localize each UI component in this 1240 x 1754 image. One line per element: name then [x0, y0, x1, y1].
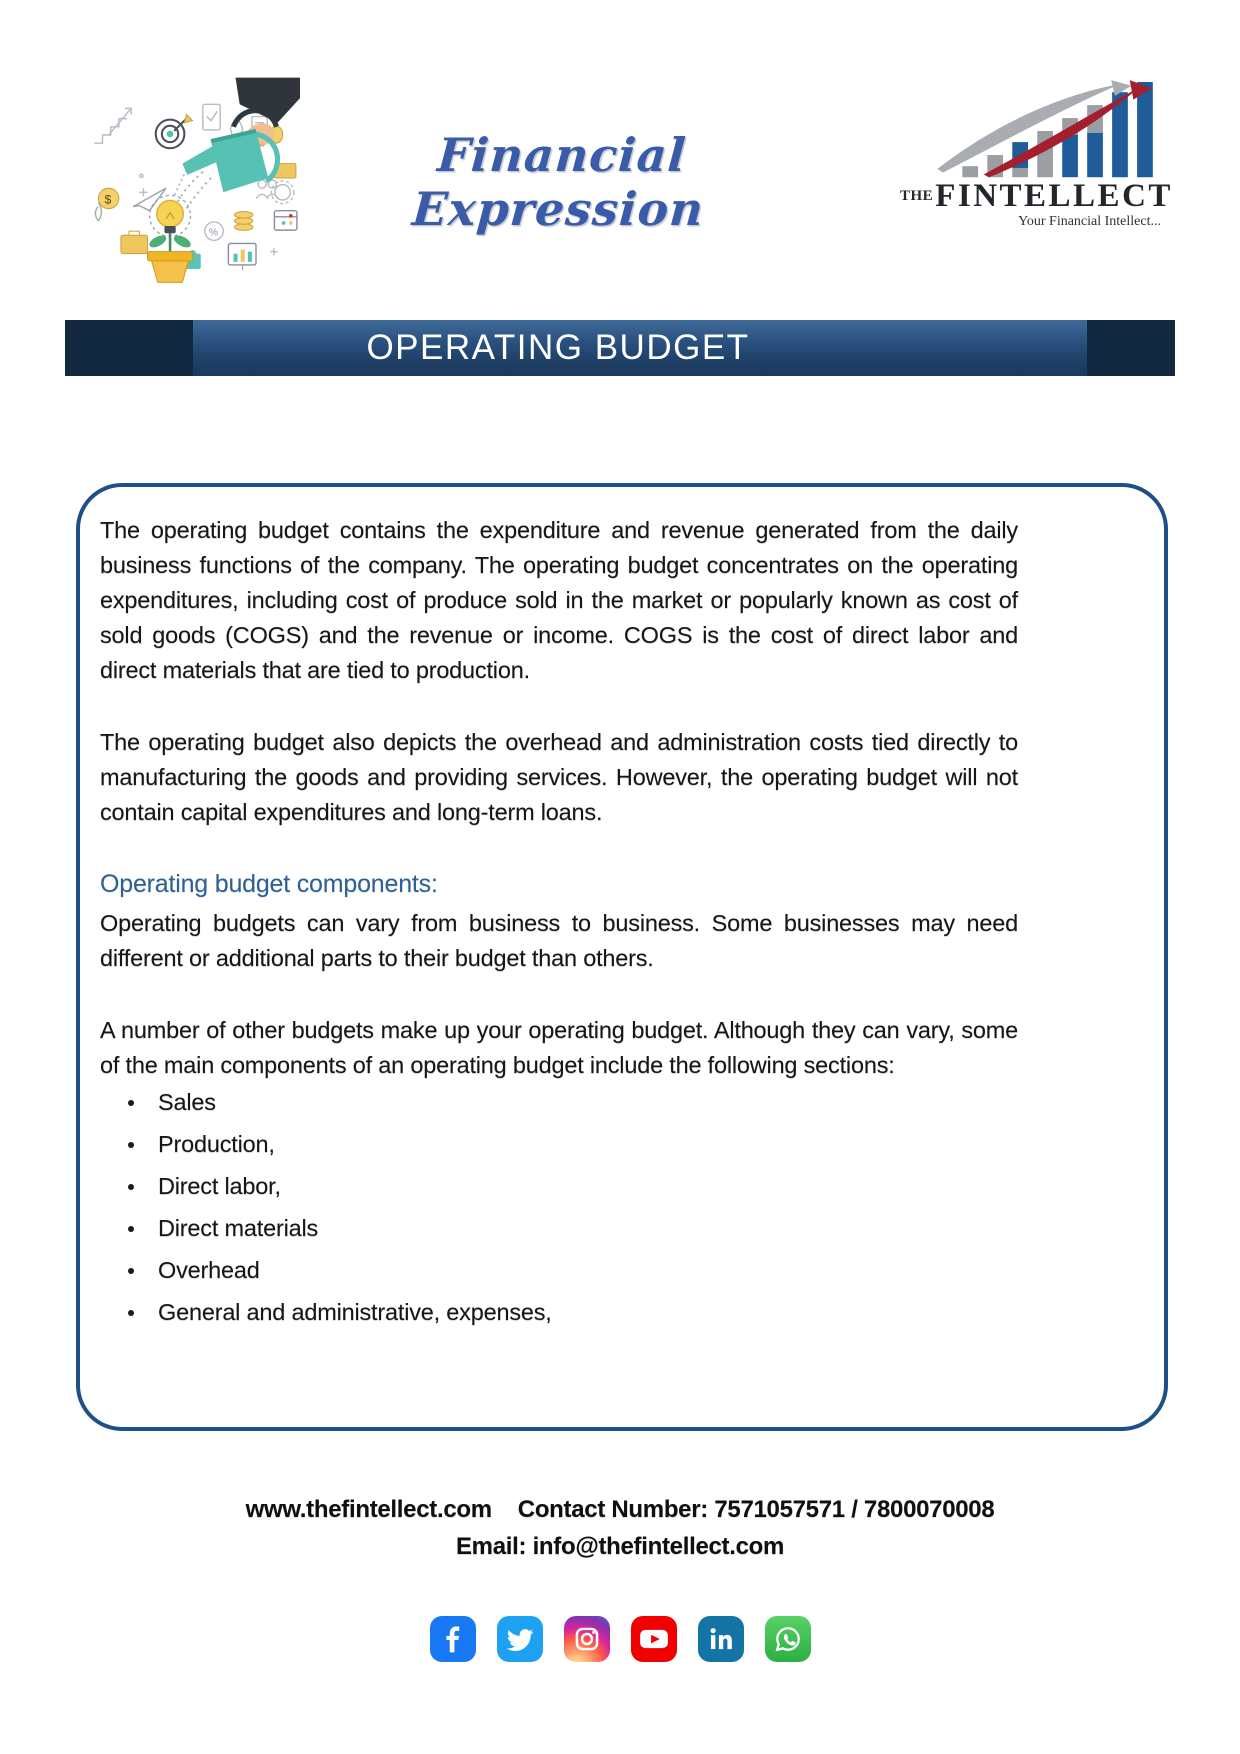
paragraph-intro: The operating budget contains the expenditure and revenue generated from the daily business functions of the company. The operating budget concentrates on the operating expenditures, including cost of produce sold in the market or popularly known as cost of sold goods (COGS) and the revenue or income. COGS is the cost of direct labor and direct materials that are tied to production.: [100, 517, 1018, 683]
facebook-icon[interactable]: [430, 1616, 476, 1662]
banner-title: OPERATING BUDGET: [366, 328, 750, 367]
fintellect-logo: [900, 80, 1175, 230]
contact-label: Contact Number:: [517, 1496, 708, 1523]
contact-line: [0, 1496, 1240, 1524]
brand-name: FINTELLECT: [935, 178, 1173, 214]
footer-contact: [0, 1496, 1240, 1561]
paragraph-sections: A number of other budgets make up your operating budget. Although they can vary, some of the main components of an operating budget include the following sections:: [100, 1017, 1018, 1078]
email-address: info@thefintellect.com: [532, 1533, 785, 1560]
list-item-label: General and administrative, expenses,: [158, 1299, 552, 1325]
linkedin-icon[interactable]: [698, 1616, 744, 1662]
instagram-icon[interactable]: [564, 1616, 610, 1662]
content-box: [76, 483, 1168, 1431]
social-icons-row: [0, 1616, 1240, 1662]
brand-tagline: Your Financial Intellect...: [1018, 214, 1161, 229]
doodle-logo: [80, 76, 300, 284]
list-item: [100, 1127, 1018, 1162]
fintellect-bar-chart-graphic: [930, 80, 1175, 182]
list-item: [100, 1169, 1018, 1204]
paragraph-overhead: The operating budget also depicts the overhead and administration costs tied directly to manufacturing the goods and providing services. However, the operating budget will not contain capital expenditures and long-term loans.: [100, 729, 1018, 825]
list-item: [100, 1253, 1018, 1288]
svg-text:$: $: [104, 192, 112, 207]
list-item: [100, 1295, 1018, 1330]
youtube-icon[interactable]: [631, 1616, 677, 1662]
contact-numbers: 7571057571 / 7800070008: [714, 1496, 995, 1523]
watering-can-illustration-graphic: [80, 76, 300, 284]
list-item-label: Sales: [158, 1089, 216, 1115]
email-line: [0, 1533, 1240, 1561]
whatsapp-icon[interactable]: [765, 1616, 811, 1662]
email-label: Email:: [455, 1533, 527, 1560]
list-item-label: Direct labor,: [158, 1173, 281, 1199]
website-url: www.thefintellect.com: [245, 1496, 492, 1523]
twitter-icon[interactable]: [497, 1616, 543, 1662]
section-banner: [65, 320, 1175, 376]
brand-wordmark: [900, 180, 1175, 213]
list-item: [100, 1085, 1018, 1120]
list-item: [100, 1211, 1018, 1246]
list-item-label: Production,: [158, 1131, 275, 1157]
svg-text:%: %: [208, 227, 219, 239]
components-list: [100, 1085, 1018, 1330]
list-item-label: Direct materials: [158, 1215, 319, 1241]
page-title: Financial Expression: [410, 128, 706, 236]
components-heading: Operating budget components:: [100, 870, 438, 898]
list-item-label: Overhead: [158, 1257, 260, 1283]
paragraph-vary: Operating budgets can vary from business to business. Some businesses may need different or additional parts to their budget than others.: [100, 910, 1018, 971]
brand-the: THE: [900, 188, 934, 204]
